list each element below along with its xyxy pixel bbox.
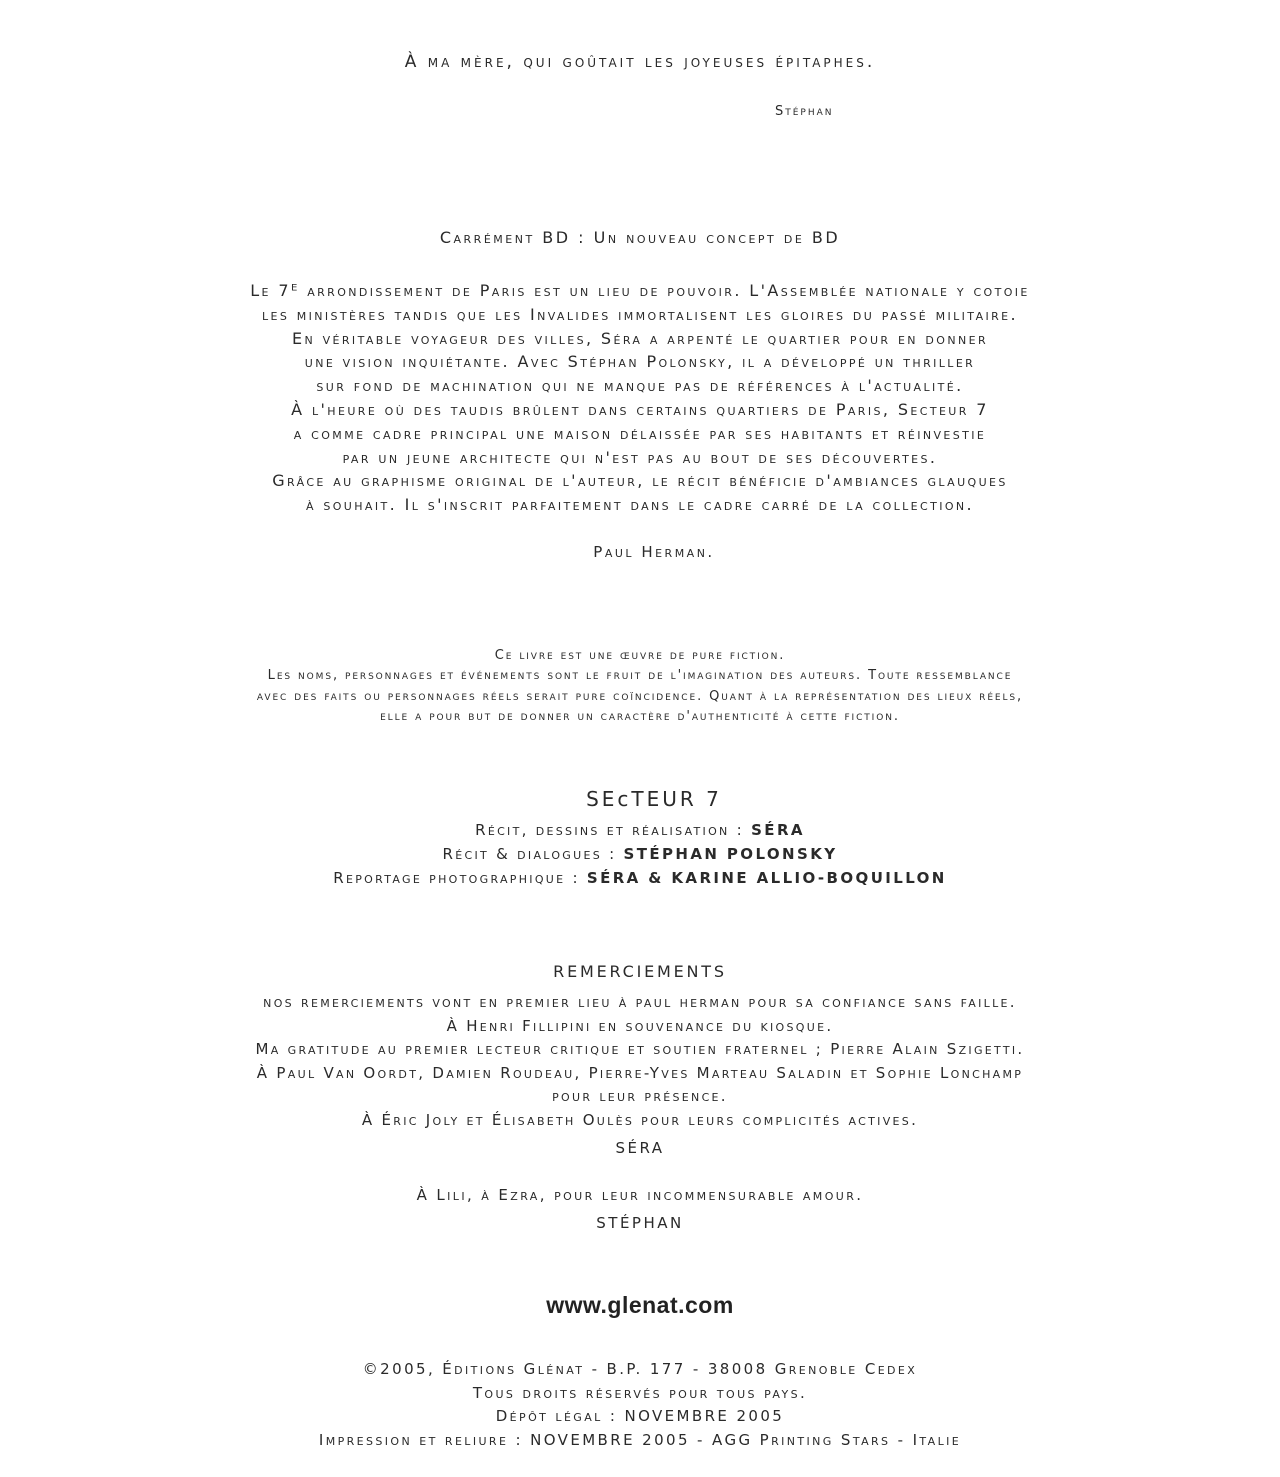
publisher-website: www.glenat.com [546, 1292, 734, 1318]
concept-line: À l'heure où des taudis brûlent dans certains quartiers de Paris, Secteur 7 [291, 399, 989, 419]
credit-role: Reportage photographique : [333, 869, 587, 887]
thanks-signature: SÉRA [615, 1139, 665, 1157]
thanks-line: À Éric Joly et Élisabeth Oulès pour leurs complicités actives. [361, 1110, 919, 1129]
thanks-line: À Henri Fillipini en souvenance du kiosque. [446, 1016, 834, 1035]
fiction-line: Ce livre est une œuvre de pure fiction. [494, 648, 786, 663]
concept-line: En véritable voyageur des villes, Séra a arpenté le quartier pour en donner [291, 328, 988, 348]
credit-name: SÉRA & KARINE ALLIO-BOQUILLON [586, 869, 947, 887]
dedication-signature: Stéphan [775, 104, 834, 119]
legal-line: Impression et reliure : NOVEMBRE 2005 - AGG Printing Stars - Italie [318, 1430, 962, 1449]
stephan-signature: STÉPHAN [596, 1214, 684, 1232]
dedication-text: À ma mère, qui goûtait les joyeuses épitaphes. [404, 52, 876, 72]
thanks-line: pour leur présence. [552, 1087, 728, 1106]
thanks-line: À Paul Van Oordt, Damien Roudeau, Pierre-Yves Marteau Saladin et Sophie Lonchamp [256, 1063, 1024, 1082]
concept-line: à souhait. Il s'inscrit parfaitement dans le cadre carré de la collection. [305, 495, 975, 515]
concept-line: sur fond de machination qui ne manque pas de références à l'actualité. [316, 376, 964, 396]
stephan-dedication-text: À Lili, à Ezra, pour leur incommensurable amour. [416, 1186, 864, 1204]
concept-line: les ministères tandis que les Invalides immortalisent les gloires du passé militaire. [261, 304, 1019, 324]
credit-line [0, 842, 1280, 866]
thanks-line: nos remerciements vont en premier lieu à paul herman pour sa confiance sans faille. [263, 993, 1017, 1011]
concept-line: Le 7ᴱ arrondissement de Paris est un lieu de pouvoir. L'Assemblée nationale y cotoie [250, 281, 1030, 300]
concept-line: par un jeune architecte qui n'est pas au bout de ses découvertes. [342, 447, 938, 467]
fiction-notice [0, 646, 1280, 727]
thanks-paragraph [0, 991, 1280, 1133]
concept-line: une vision inquiétante. Avec Stéphan Polonsky, il a développé un thriller [304, 352, 976, 372]
concept-line: Grâce au graphisme original de l'auteur, le récit bénéficie d'ambiances glauques [272, 471, 1008, 491]
book-title: SEcTEUR 7 [586, 787, 722, 811]
credit-line [0, 866, 1280, 890]
legal-line: ©2005, Éditions Glénat - B.P. 177 - 38008 Grenoble Cedex [362, 1360, 918, 1378]
concept-paragraph [0, 279, 1280, 517]
fiction-line: Les noms, personnages et événements sont le fruit de l'imagination des auteurs. Toute ressemblance [267, 668, 1013, 684]
concept-line: a comme cadre principal une maison délaissée par ses habitants et réinvestie [293, 423, 987, 443]
credit-name: STÉPHAN POLONSKY [623, 845, 838, 863]
concept-signature: Paul Herman. [593, 543, 715, 561]
thanks-title: REMERCIEMENTS [553, 962, 727, 981]
fiction-line: elle a pour but de donner un caractère d'authenticité à cette fiction. [380, 708, 900, 724]
credit-role: Récit, dessins et réalisation : [475, 821, 752, 839]
credit-name: SÉRA [751, 821, 805, 839]
concept-title: Carrément BD : Un nouveau concept de BD [439, 228, 841, 247]
credit-role: Récit & dialogues : [442, 845, 624, 863]
legal-notice [0, 1358, 1280, 1452]
book-credits [0, 818, 1280, 890]
legal-line: Tous droits réservés pour tous pays. [472, 1383, 808, 1402]
fiction-line: avec des faits ou personnages réels serait pure coïncidence. Quant à la représentation des lieux réels, [256, 688, 1024, 704]
thanks-line: Ma gratitude au premier lecteur critique et soutien fraternel ; Pierre Alain Szigetti. [255, 1040, 1025, 1059]
legal-line: Dépôt légal : NOVEMBRE 2005 [495, 1407, 785, 1426]
credit-line [0, 818, 1280, 842]
